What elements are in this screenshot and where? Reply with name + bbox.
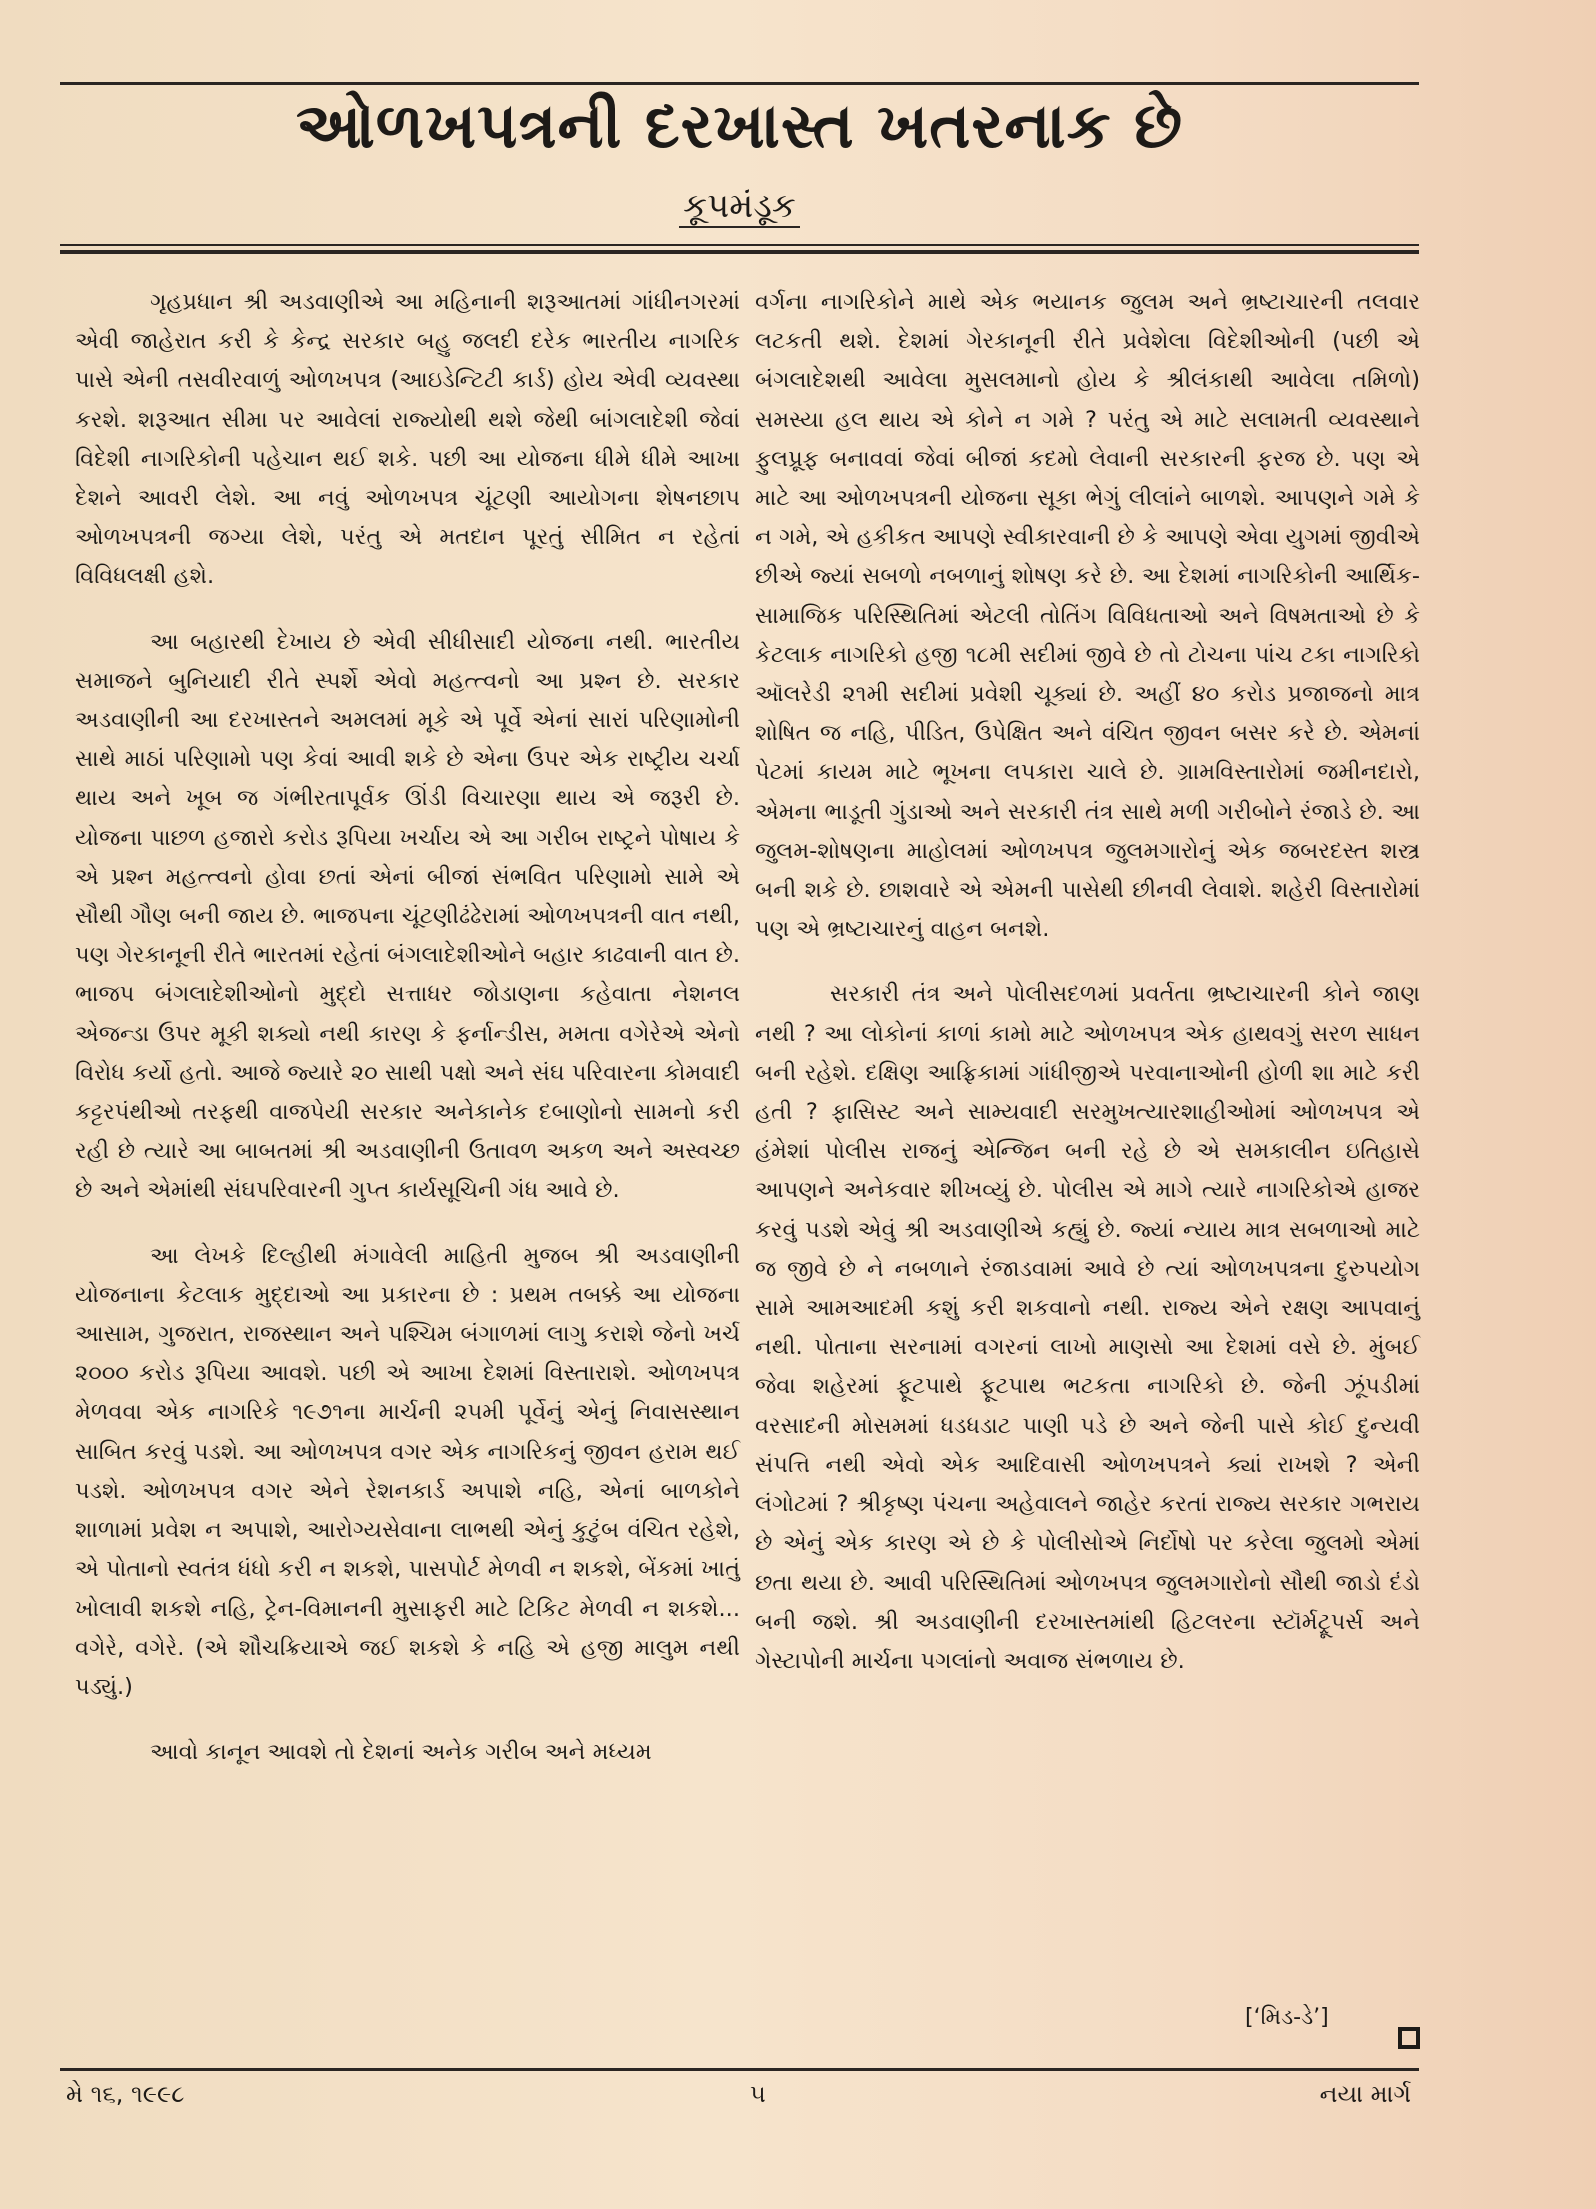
page-number: ૫ [750, 2080, 766, 2108]
magazine-name: નયા માર્ગ [1319, 2080, 1411, 2108]
paragraph: આ બહારથી દેખાય છે એવી સીધીસાદી યોજના નથી. ભારતીય સમાજને બુનિયાદી રીતે સ્પર્શે એવો મહત્ત્વનો આ પ્રશ્ન છે. સરકાર અડવાણીની આ દરખાસ્તને અમલમાં મૂકે એ પૂર્વે એનાં સારાં પરિણામોની સાથે માઠાં પરિણામો પણ કેવાં આવી શકે છે એના ઉપર એક રાષ્ટ્રીય ચર્ચા થાય અને ખૂબ જ ગંભીરતાપૂર્વક ઊંડી વિચારણા થાય એ જરૂરી છે. યોજના પાછળ હજારો કરોડ રૂપિયા ખર્ચાય એ આ ગરીબ રાષ્ટ્રને પોષાય કે એ પ્રશ્ન મહત્ત્વનો હોવા છતાં એનાં બીજાં સંભવિત પરિણામો સામે એ સૌથી ગૌણ બની જાય છે. ભાજપના ચૂંટણીઢંઢેરામાં ઓળખપત્રની વાત નથી, પણ ગેરકાનૂની રીતે ભારતમાં રહેતાં બંગલાદેશીઓને બહાર કાઢવાની વાત છે. ભાજપ બંગલાદેશીઓનો મુદ્દો સત્તાધર જોડાણના કહેવાતા નેશનલ એજન્ડા ઉપર મૂકી શક્યો નથી કારણ કે ફર્નાન્ડીસ, મમતા વગેરેએ એનો વિરોધ કર્યો હતો. આજે જ્યારે ૨૦ સાથી પક્ષો અને સંઘ પરિવારના કોમવાદી કટ્ટરપંથીઓ તરફથી વાજપેયી સરકાર અનેકાનેક દબાણોનો સામનો કરી રહી છે ત્યારે આ બાબતમાં શ્રી અડવાણીની ઉતાવળ અકળ અને અસ્વચ્છ છે અને એમાંથી સંઘપરિવારની ગુપ્ત કાર્યસૂચિની ગંધ આવે છે. [75, 628, 741, 1204]
footer-rule [60, 2068, 1419, 2071]
left-column [75, 283, 740, 1798]
source-credit: [‘મિડ-ડે’] [1245, 2005, 1329, 2030]
title-divider-thin [60, 244, 1419, 246]
paragraph: આ લેખકે દિલ્હીથી મંગાવેલી માહિતી મુજબ શ્રી અડવાણીની યોજનાના કેટલાક મુદ્દાઓ આ પ્રકારના છે : પ્રથમ તબક્કે આ યોજના આસામ, ગુજરાત, રાજસ્થાન અને પશ્ચિમ બંગાળમાં લાગુ કરાશે જેનો ખર્ચ ૨૦૦૦ કરોડ રૂપિયા આવશે. પછી એ આખા દેશમાં વિસ્તારાશે. ઓળખપત્ર મેળવવા એક નાગરિકે ૧૯૭૧ના માર્ચની ૨૫મી પૂર્વેનું એનું નિવાસસ્થાન સાબિત કરવું પડશે. આ ઓળખપત્ર વગર એક નાગરિકનું જીવન હરામ થઈ પડશે. ઓળખપત્ર વગર એને રેશનકાર્ડ અપાશે નહિ, એનાં બાળકોને શાળામાં પ્રવેશ ન અપાશે, આરોગ્યસેવાના લાભથી એનું કુટુંબ વંચિત રહેશે, એ પોતાનો સ્વતંત્ર ધંધો કરી ન શકશે, પાસપોર્ટ મેળવી ન શકશે, બેંકમાં ખાતું ખોલાવી શકશે નહિ, ટ્રેન-વિમાનની મુસાફરી માટે ટિકિટ મેળવી ન શકશે... વગેરે, વગેરે. (એ શૌચક્રિયાએ જઈ શકશે કે નહિ એ હજી માલુમ નથી પડ્યું.) [75, 1242, 740, 1700]
title-divider-thick [60, 250, 1419, 254]
article-title: ઓળખપત્રની દરખાસ્ત ખતરનાક છે [295, 89, 1184, 162]
article-author [60, 186, 1419, 227]
footer-date: મે ૧૬, ૧૯૯૮ [66, 2080, 185, 2108]
paragraph: સરકારી તંત્ર અને પોલીસદળમાં પ્રવર્તતા ભ્રષ્ટાચારની કોને જાણ નથી ? આ લોકોનાં કાળાં કામો માટે ઓળખપત્ર એક હાથવગું સરળ સાધન બની રહેશે. દક્ષિણ આફ્રિકામાં ગાંધીજીએ પરવાનાઓની હોળી શા માટે કરી હતી ? ફાસિસ્ટ અને સામ્યવાદી સરમુખત્યારશાહીઓમાં ઓળખપત્ર એ હંમેશાં પોલીસ રાજનું એન્જિન બની રહે છે એ સમકાલીન ઇતિહાસે આપણને અનેકવાર શીખવ્યું છે. પોલીસ એ માગે ત્યારે નાગરિકોએ હાજર કરવું પડશે એવું શ્રી અડવાણીએ કહ્યું છે. જ્યાં ન્યાય માત્ર સબળાઓ માટે જ જીવે છે ને નબળાને રંજાડવામાં આવે છે ત્યાં ઓળખપત્રના દુરુપયોગ સામે આમઆદમી કશું કરી શકવાનો નથી. રાજ્ય એને રક્ષણ આપવાનું નથી. પોતાના સરનામાં વગરનાં લાખો માણસો આ દેશમાં વસે છે. મુંબઈ જેવા શહેરમાં ફૂટપાથે ફૂટપાથ ભટકતા નાગરિકો છે. જેની ઝૂંપડીમાં વરસાદની મોસમમાં ધડધડાટ પાણી પડે છે અને જેની પાસે કોઈ દુન્યવી સંપત્તિ નથી એવો એક આદિવાસી ઓળખપત્રને ક્યાં રાખશે ? એની લંગોટમાં ? શ્રીકૃષ્ણ પંચના અહેવાલને જાહેર કરતાં રાજ્ય સરકાર ગભરાય છે એનું એક કારણ એ છે કે પોલીસોએ નિર્દોષો પર કરેલા જુલમો એમાં છતા થયા છે. આવી પરિસ્થિતિમાં ઓળખપત્ર જુલમગારોનો સૌથી જાડો દંડો બની જશે. શ્રી અડવાણીની દરખાસ્તમાંથી હિટલરના સ્ટૉર્મટ્રૂપર્સ અને ગેસ્ટાપોની માર્ચના પગલાંનો અવાજ સંભળાય છે. [755, 981, 1420, 1674]
paragraph: ગૃહપ્રધાન શ્રી અડવાણીએ આ મહિનાની શરૂઆતમાં ગાંધીનગરમાં એવી જાહેરાત કરી કે કેન્દ્ર સરકાર બહુ જલદી દરેક ભારતીય નાગરિક પાસે એની તસવીરવાળું ઓળખપત્ર (આઇડેન્ટિટી કાર્ડ) હોય એવી વ્યવસ્થા કરશે. શરૂઆત સીમા પર આવેલાં રાજ્યોથી થશે જેથી બાંગલાદેશી જેવાં વિદેશી નાગરિકોની પહેચાન થઈ શકે. પછી આ યોજના ધીમે ધીમે આખા દેશને આવરી લેશે. આ નવું ઓળખપત્ર ચૂંટણી આયોગના શેષનછાપ ઓળખપત્રની જગ્યા લેશે, પરંતુ એ મતદાન પૂરતું સીમિત ન રહેતાં વિવિધલક્ષી હશે. [75, 289, 740, 590]
paragraph: વર્ગના નાગરિકોને માથે એક ભયાનક જુલમ અને ભ્રષ્ટાચારની તલવાર લટકતી થશે. દેશમાં ગેરકાનૂની રીતે પ્રવેશેલા વિદેશીઓની (પછી એ બંગલાદેશથી આવેલા મુસલમાનો હોય કે શ્રીલંકાથી આવેલા તમિળો) સમસ્યા હલ થાય એ કોને ન ગમે ? પરંતુ એ માટે સલામતી વ્યવસ્થાને ફુલપ્રૂફ બનાવવાં જેવાં બીજાં કદમો લેવાની સરકારની ફરજ છે. પણ એ માટે આ ઓળખપત્રની યોજના સૂકા ભેગું લીલાંને બાળશે. આપણને ગમે કે ન ગમે, એ હકીકત આપણે સ્વીકારવાની છે કે આપણે એવા યુગમાં જીવીએ છીએ જ્યાં સબળો નબળાનું શોષણ કરે છે. આ દેશમાં નાગરિકોની આર્થિક-સામાજિક પરિસ્થિતિમાં એટલી તોતિંગ વિવિધતાઓ અને વિષમતાઓ છે કે કેટલાક નાગરિકો હજી ૧૮મી સદીમાં જીવે છે તો ટોચના પાંચ ટકા નાગરિકો ઑલરેડી ૨૧મી સદીમાં પ્રવેશી ચૂક્યાં છે. અહીં ૪૦ કરોડ પ્રજાજનો માત્ર શોષિત જ નહિ, પીડિત, ઉપેક્ષિત અને વંચિત જીવન બસર કરે છે. એમનાં પેટમાં કાયમ માટે ભૂખના લપકારા ચાલે છે. ગ્રામવિસ્તારોમાં જમીનદારો, એમના ભાડૂતી ગુંડાઓ અને સરકારી તંત્ર સાથે મળી ગરીબોને રંજાડે છે. આ જુલમ-શોષણના માહોલમાં ઓળખપત્ર જુલમગારોનું એક જબરદસ્ત શસ્ત્ર બની શકે છે. છાશવારે એ એમની પાસેથી છીનવી લેવાશે. શહેરી વિસ્તારોમાં પણ એ ભ્રષ્ટાચારનું વાહન બનશે. [755, 289, 1420, 943]
paragraph: આવો કાનૂન આવશે તો દેશનાં અનેક ગરીબ અને મધ્યમ [150, 1739, 652, 1766]
top-rule [60, 82, 1419, 85]
right-column [755, 283, 1420, 1707]
end-of-article-icon [1398, 2027, 1420, 2049]
author-name: કૂપમંડૂક [679, 186, 800, 228]
